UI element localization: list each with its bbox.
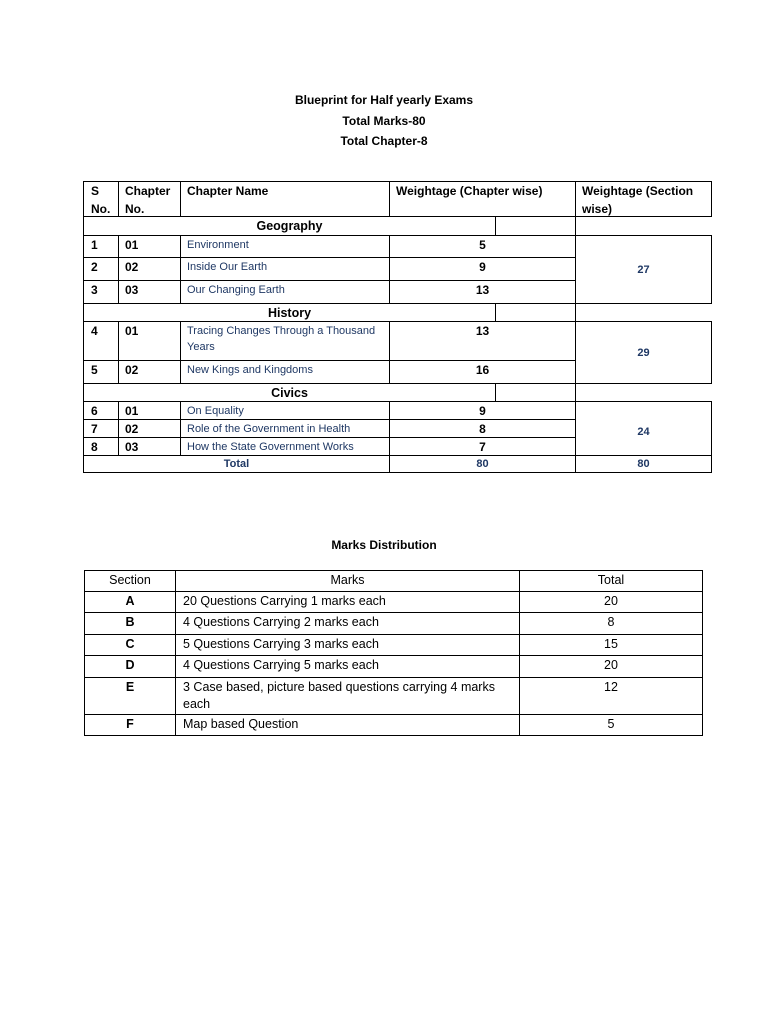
chapter-s-no-cell: 6 <box>83 401 119 420</box>
distribution-total-cell: 5 <box>519 714 703 736</box>
chapter-name-cell: Role of the Government in Health <box>180 419 390 438</box>
section-label-spacer <box>495 216 576 236</box>
chapter-weightage-cell: 13 <box>389 321 576 361</box>
total-chapters-line: Total Chapter-8 <box>340 134 428 148</box>
total-chapter-wise-cell: 80 <box>389 455 576 473</box>
chapter-weightage-cell: 9 <box>389 401 576 420</box>
distribution-section-cell: A <box>84 591 176 613</box>
distribution-total-cell: 20 <box>519 591 703 613</box>
column-header-chapter-no: Chapter No. <box>118 181 181 217</box>
section-label-spacer <box>495 383 576 402</box>
chapter-weightage-cell: 9 <box>389 257 576 281</box>
distribution-section-cell: E <box>84 677 176 715</box>
distribution-total-cell: 8 <box>519 612 703 635</box>
distribution-total-cell: 15 <box>519 634 703 656</box>
distribution-section-cell: F <box>84 714 176 736</box>
chapter-s-no-cell: 1 <box>83 235 119 258</box>
chapter-number-cell: 02 <box>118 360 181 384</box>
column-header-chapter-name: Chapter Name <box>180 181 390 217</box>
distribution-marks-cell: Map based Question <box>175 714 520 736</box>
column-header-weightage-chapter: Weightage (Chapter wise) <box>389 181 576 217</box>
chapter-name-cell: Environment <box>180 235 390 258</box>
total-marks-line: Total Marks-80 <box>342 114 426 128</box>
section-weightage-geography: 27 <box>575 235 712 304</box>
distribution-header-marks: Marks <box>175 570 520 592</box>
chapter-s-no-cell: 3 <box>83 280 119 304</box>
chapter-s-no-cell: 7 <box>83 419 119 438</box>
section-weightage-history: 29 <box>575 321 712 384</box>
chapter-number-cell: 02 <box>118 419 181 438</box>
section-label-civics: Civics <box>83 383 496 402</box>
chapter-name-cell: Our Changing Earth <box>180 280 390 304</box>
distribution-marks-cell: 4 Questions Carrying 2 marks each <box>175 612 520 635</box>
chapter-name-cell: New Kings and Kingdoms <box>180 360 390 384</box>
chapter-s-no-cell: 8 <box>83 437 119 456</box>
chapter-name-cell: Tracing Changes Through a Thousand Years <box>180 321 390 361</box>
distribution-header-total: Total <box>519 570 703 592</box>
column-header-weightage-section: Weightage (Section wise) <box>575 181 712 217</box>
chapter-weightage-cell: 13 <box>389 280 576 304</box>
chapter-weightage-cell: 5 <box>389 235 576 258</box>
section-label-spacer <box>495 303 576 322</box>
distribution-total-cell: 12 <box>519 677 703 715</box>
distribution-marks-cell: 20 Questions Carrying 1 marks each <box>175 591 520 613</box>
chapter-name-cell: Inside Our Earth <box>180 257 390 281</box>
marks-distribution-title: Marks Distribution <box>331 538 437 552</box>
chapter-number-cell: 02 <box>118 257 181 281</box>
chapter-s-no-cell: 5 <box>83 360 119 384</box>
document-title: Blueprint for Half yearly Exams <box>294 93 474 107</box>
chapter-number-cell: 01 <box>118 321 181 361</box>
distribution-total-cell: 20 <box>519 655 703 678</box>
distribution-marks-cell: 4 Questions Carrying 5 marks each <box>175 655 520 678</box>
column-header-s-no: S No. <box>83 181 119 217</box>
chapter-number-cell: 03 <box>118 280 181 304</box>
chapter-name-cell: On Equality <box>180 401 390 420</box>
distribution-section-cell: D <box>84 655 176 678</box>
chapter-s-no-cell: 4 <box>83 321 119 361</box>
distribution-section-cell: C <box>84 634 176 656</box>
chapter-weightage-cell: 7 <box>389 437 576 456</box>
distribution-marks-cell: 3 Case based, picture based questions carrying 4 marks each <box>175 677 520 715</box>
chapter-weightage-cell: 16 <box>389 360 576 384</box>
distribution-marks-cell: 5 Questions Carrying 3 marks each <box>175 634 520 656</box>
section-weightage-civics: 24 <box>575 401 712 456</box>
chapter-weightage-cell: 8 <box>389 419 576 438</box>
chapter-name-cell: How the State Government Works <box>180 437 390 456</box>
total-section-wise-cell: 80 <box>575 455 712 473</box>
chapter-number-cell: 01 <box>118 401 181 420</box>
distribution-header-section: Section <box>84 570 176 592</box>
chapter-number-cell: 03 <box>118 437 181 456</box>
total-label-cell: Total <box>83 455 390 473</box>
chapter-s-no-cell: 2 <box>83 257 119 281</box>
distribution-section-cell: B <box>84 612 176 635</box>
section-label-geography: Geography <box>83 216 496 236</box>
section-label-history: History <box>83 303 496 322</box>
chapter-number-cell: 01 <box>118 235 181 258</box>
